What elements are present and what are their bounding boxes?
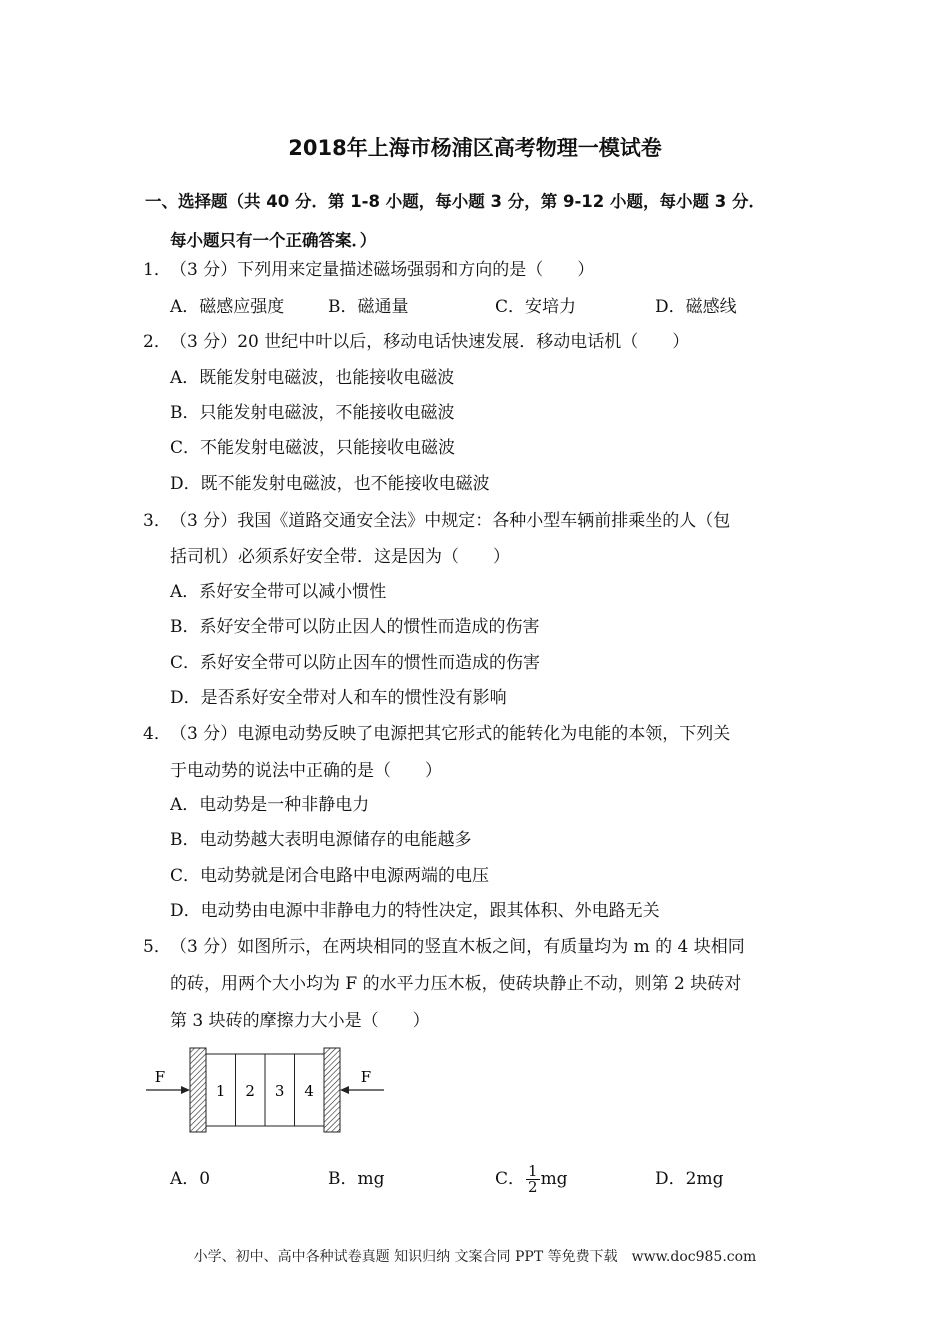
right-force-label: F [360, 1068, 372, 1086]
right-board [324, 1048, 340, 1132]
question-4-stem-line-1: （3 分）电源电动势反映了电源把其它形式的能转化为电能的本领，下列关 [170, 724, 731, 744]
question-3-stem-line-2: 括司机）必须系好安全带．这是因为（ ） [170, 547, 510, 567]
brick-4-label: 4 [304, 1082, 314, 1100]
question-1-option-a: A．磁感应强度 [170, 297, 285, 317]
brick-figure [140, 1040, 400, 1140]
question-4-option-a: A．电动势是一种非静电力 [170, 795, 370, 815]
question-3-option-c: C．系好安全带可以防止因车的惯性而造成的伤害 [170, 653, 541, 673]
question-2-option-d: D．既不能发射电磁波，也不能接收电磁波 [170, 474, 490, 494]
section-heading-line-2: 每小题只有一个正确答案．） [170, 231, 377, 250]
question-5-option-c-label: C． [495, 1169, 526, 1189]
brick-3-label: 3 [274, 1082, 285, 1100]
question-2-option-b: B．只能发射电磁波，不能接收电磁波 [170, 403, 455, 423]
fraction-numerator: 1 [528, 1162, 538, 1180]
question-5-option-a: A．0 [170, 1169, 211, 1189]
question-4-option-c: C．电动势就是闭合电路中电源两端的电压 [170, 866, 490, 886]
question-5-stem-line-2: 的砖，用两个大小均为 F 的水平力压木板，使砖块静止不动，则第 2 块砖对 [170, 974, 742, 994]
question-1-option-c: C．安培力 [495, 297, 577, 317]
question-2-option-c: C．不能发射电磁波，只能接收电磁波 [170, 438, 456, 458]
left-board [190, 1048, 206, 1132]
question-3-number: 3． [143, 511, 171, 531]
page-title: 2018年上海市杨浦区高考物理一模试卷 [288, 136, 662, 160]
question-5-option-c [495, 1158, 568, 1200]
question-4-number: 4． [143, 724, 171, 744]
section-heading-line-1: 一、选择题（共 40 分．第 1-8 小题，每小题 3 分，第 9-12 小题，每小题 3 分． [145, 192, 765, 211]
question-4-stem-line-2: 于电动势的说法中正确的是（ ） [170, 761, 442, 781]
question-5-stem-line-1: （3 分）如图所示，在两块相同的竖直木板之间，有质量均为 m 的 4 块相同 [170, 937, 745, 957]
question-5-stem-line-3: 第 3 块砖的摩擦力大小是（ ） [170, 1011, 430, 1031]
brick-2-label: 2 [245, 1082, 255, 1100]
question-5-number: 5． [143, 937, 171, 957]
fraction-denominator: 2 [528, 1178, 538, 1196]
question-5-option-d: D．2mg [655, 1169, 724, 1189]
question-4-option-d: D．电动势由电源中非静电力的特性决定，跟其体积、外电路无关 [170, 901, 660, 921]
page-footer: 小学、初中、高中各种试卷真题 知识归纳 文案合同 PPT 等免费下载 www.doc985.com [193, 1249, 757, 1265]
question-1-option-d: D．磁感线 [655, 297, 737, 317]
question-4-option-b: B．电动势越大表明电源储存的电能越多 [170, 830, 472, 850]
question-1-number: 1． [143, 260, 171, 280]
question-3-option-d: D．是否系好安全带对人和车的惯性没有影响 [170, 688, 507, 708]
question-1-stem: （3 分）下列用来定量描述磁场强弱和方向的是（ ） [170, 260, 595, 280]
question-2-number: 2． [143, 332, 171, 352]
question-1-option-b: B．磁通量 [328, 297, 409, 317]
question-5-option-c-suffix: mg [540, 1169, 568, 1189]
left-force-label: F [154, 1068, 166, 1086]
question-2-option-a: A．既能发射电磁波，也能接收电磁波 [170, 368, 455, 388]
question-3-option-a: A．系好安全带可以减小惯性 [170, 582, 387, 602]
one-half-fraction [526, 1164, 540, 1195]
question-5-option-b: B．mg [328, 1169, 385, 1189]
brick-1-label: 1 [215, 1082, 226, 1100]
question-3-stem-line-1: （3 分）我国《道路交通安全法》中规定：各种小型车辆前排乘坐的人（包 [170, 511, 731, 531]
question-3-option-b: B．系好安全带可以防止因人的惯性而造成的伤害 [170, 617, 540, 637]
question-2-stem: （3 分）20 世纪中叶以后，移动电话快速发展．移动电话机（ ） [170, 332, 690, 352]
